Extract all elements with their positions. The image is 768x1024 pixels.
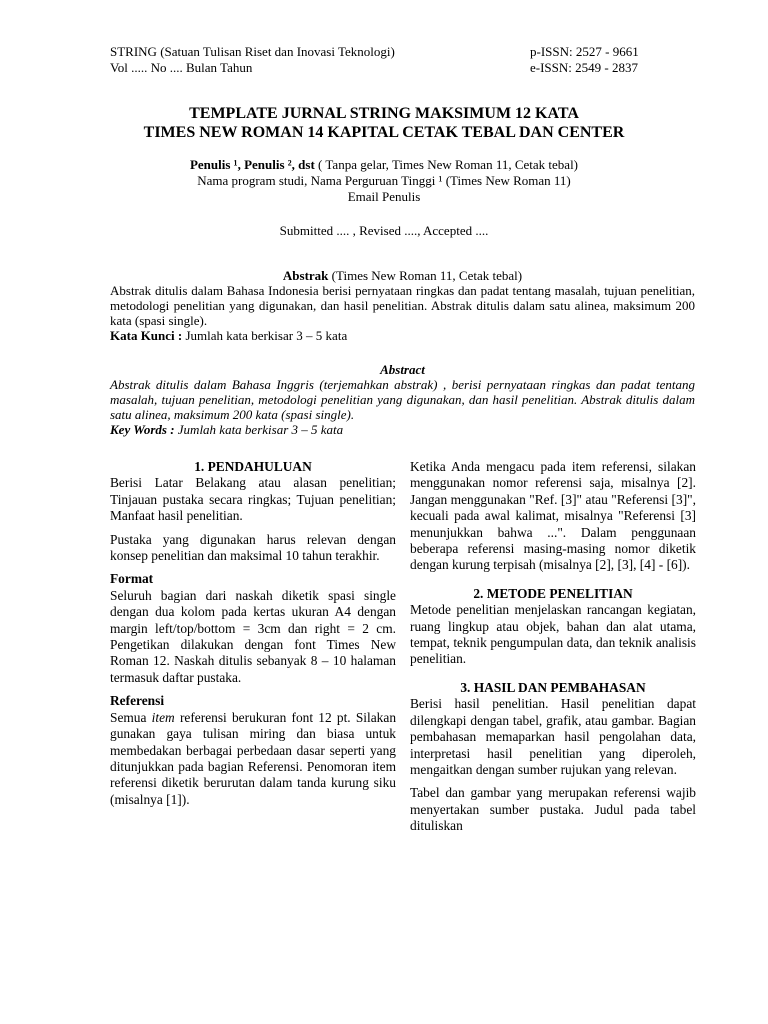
submission-dates: Submitted .... , Revised ...., Accepted .... — [279, 223, 489, 238]
referensi-text-b: referensi berukuran font 12 pt. Silakan gunakan gaya tulisan miring dan biasa untuk membedakan berbagai perbedaan dasar seperti yang ditunjukkan pada bagian Referensi. Penomoran item referensi diketik berurutan dalam tanda kurung siku (misalnya [1]). — [110, 709, 397, 807]
author-affiliation: Nama program studi, Nama Perguruan Tinggi ¹ (Times New Roman 11) — [197, 173, 571, 188]
p-issn: p-ISSN: 2527 - 9661 — [530, 44, 639, 59]
section-1-paragraph-2: Pustaka yang digunakan harus relevan dengan konsep penelitian dan maksimal 10 tahun terakhir. — [110, 531, 396, 564]
right-column — [410, 459, 696, 842]
author-email: Email Penulis — [347, 189, 421, 204]
paper-title — [0, 104, 768, 142]
abstrak-heading: Abstrak — [282, 268, 329, 283]
referensi-italic-item: item — [151, 709, 175, 725]
format-subheading: Format — [110, 571, 154, 587]
running-header-left — [110, 44, 395, 76]
volume-info: Vol ..... No .... Bulan Tahun — [110, 60, 253, 75]
section-2-title: 2. METODE PENELITIAN — [473, 585, 633, 601]
abstrak-heading-note: (Times New Roman 11, Cetak tebal) — [328, 268, 523, 283]
abstrak-heading-line — [110, 268, 695, 283]
section-3-paragraph-1: Berisi hasil penelitian. Hasil penelitian dapat dilengkapi dengan tabel, grafik, atau gambar. Bagian pembahasan memaparkan hasil pengolahan data, interpretasi hasil penelitian yang diperoleh, mengaitkan dengan sumber rujukan yang relevan. — [410, 696, 696, 777]
key-words-label: Key Words : — [110, 422, 175, 437]
referensi-text-a: Semua — [110, 709, 152, 725]
section-1-paragraph-1: Berisi Latar Belakang atau alasan penelitian; Tinjauan pustaka secara ringkas; Tujuan penelitian; Manfaat hasil penelitian. — [110, 475, 396, 524]
referensi-paragraph — [110, 710, 396, 808]
abstract-body: Abstrak ditulis dalam Bahasa Inggris (terjemahkan abstrak) , berisi pernyataan ringkas dan padat tentang masalah, tujuan penelitian, metodologi penelitian yang digunakan, dan hasil penelitian. Abstrak ditulis dalam satu alinea, maksimum 200 kata (spasi single). — [110, 377, 695, 422]
kata-kunci: Jumlah kata berkisar 3 – 5 kata — [182, 328, 348, 343]
abstrak-section — [110, 268, 695, 343]
title-line-1: TEMPLATE JURNAL STRING MAKSIMUM 12 KATA — [189, 105, 579, 122]
journal-name: STRING (Satuan Tulisan Riset dan Inovasi Teknologi) — [110, 44, 395, 59]
section-3-paragraph-2: Tabel dan gambar yang merupakan referensi wajib menyertakan sumber pustaka. Judul pada tabel dituliskan — [410, 785, 696, 834]
running-header-right — [530, 44, 639, 76]
section-1-title: 1. PENDAHULUAN — [194, 459, 312, 474]
author-line — [0, 157, 768, 173]
title-line-2: TIMES NEW ROMAN 14 KAPITAL CETAK TEBAL DAN CENTER — [143, 124, 625, 141]
author-note: ( Tanpa gelar, Times New Roman 11, Cetak tebal) — [314, 157, 579, 172]
format-paragraph: Seluruh bagian dari naskah diketik spasi single dengan dua kolom pada kertas ukuran A4 dengan margin left/top/bottom = 3cm dan right = 2 cm. Pengetikan dilakukan dengan font Times New Roman 12. Naskah ditulis sebanyak 8 – 10 halaman termasuk daftar pustaka. — [110, 587, 396, 685]
key-words-line — [110, 422, 695, 437]
section-3-title: 3. HASIL DAN PEMBAHASAN — [460, 679, 646, 695]
kata-kunci-label: Kata Kunci : — [110, 328, 183, 343]
author-block — [0, 157, 768, 205]
left-column — [110, 459, 396, 815]
abstract-heading: Abstract — [380, 362, 425, 377]
e-issn: e-ISSN: 2549 - 2837 — [530, 60, 638, 75]
referencing-paragraph: Ketika Anda mengacu pada item referensi, silakan menggunakan nomor referensi saja, misalnya [2]. Jangan menggunakan "Ref. [3]" atau "Referensi [3]", kecuali pada awal kalimat, misalnya "Referensi [3] menunjukkan bahwa ...". Dalam penggunaan beberapa referensi masing-masing nomor diketik dengan kurung terpisah (misalnya [2], [3], [4] - [6]). — [410, 459, 696, 573]
key-words: Jumlah kata berkisar 3 – 5 kata — [174, 422, 344, 437]
kata-kunci-line — [110, 328, 695, 343]
referensi-subheading: Referensi — [110, 693, 165, 709]
author-names: Penulis ¹, Penulis ², dst — [189, 157, 315, 172]
abstract-section — [110, 362, 695, 437]
abstrak-body: Abstrak ditulis dalam Bahasa Indonesia berisi pernyataan ringkas dan padat tentang masalah, tujuan penelitian, metodologi penelitian yang digunakan, dan hasil penelitian. Abstrak ditulis dalam satu alinea, maksimum 200 kata (spasi single). — [110, 283, 695, 328]
section-2-paragraph: Metode penelitian menjelaskan rancangan kegiatan, ruang lingkup atau objek, bahan dan alat utama, tempat, teknik pengumpulan data, dan teknik analisis penelitian. — [410, 602, 696, 667]
